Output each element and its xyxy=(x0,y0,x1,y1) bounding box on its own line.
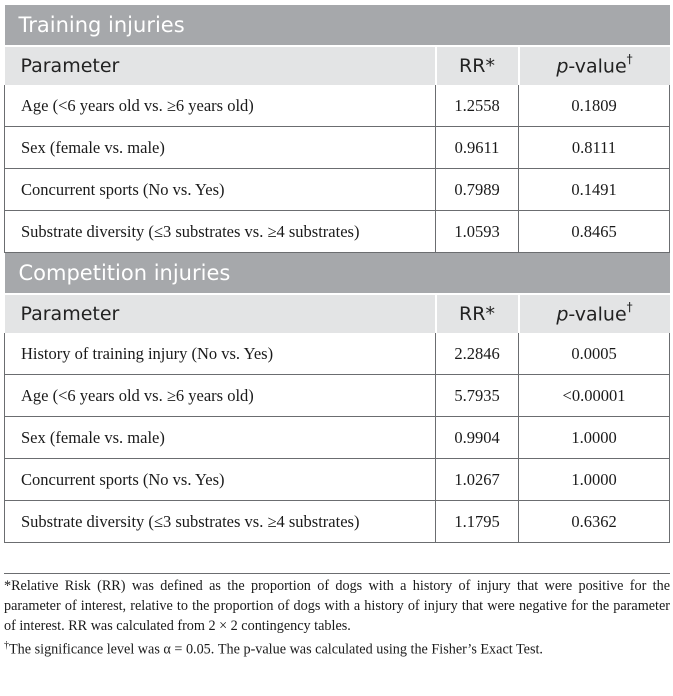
rr-cell: 1.2558 xyxy=(436,85,519,127)
footnote-significance-text: The significance level was α = 0.05. The p-value was calculated using the Fisher’s Exact Test. xyxy=(9,641,543,658)
table-row xyxy=(5,85,670,127)
parameter-cell: Concurrent sports (No vs. Yes) xyxy=(5,169,436,211)
p-value-cell: 0.8111 xyxy=(519,127,670,169)
rr-cell: 2.2846 xyxy=(436,333,519,375)
section-header-competition xyxy=(5,253,670,295)
p-suffix: -value xyxy=(568,303,627,326)
p-suffix: -value xyxy=(568,55,627,78)
rr-cell: 1.1795 xyxy=(436,501,519,543)
rr-cell: 1.0593 xyxy=(436,211,519,253)
column-header-p-value xyxy=(519,294,670,333)
column-header-p-value xyxy=(519,46,670,85)
dagger-mark: † xyxy=(626,300,633,315)
table-row xyxy=(5,375,670,417)
footnote-relative-risk: *Relative Risk (RR) was defined as the proportion of dogs with a history of injury that were positive for the parameter of interest, relative to the proportion of dogs with a history of injury that were negative for the parameter of interest. RR was calculated from 2 × 2 contingency tables. xyxy=(4,578,670,634)
rr-cell: 1.0267 xyxy=(436,459,519,501)
column-header-parameter: Parameter xyxy=(5,294,436,333)
rr-cell: 0.7989 xyxy=(436,169,519,211)
p-value-cell: 0.1809 xyxy=(519,85,670,127)
rr-cell: 5.7935 xyxy=(436,375,519,417)
table-row xyxy=(5,459,670,501)
p-value-cell: 0.0005 xyxy=(519,333,670,375)
p-value-cell: 0.1491 xyxy=(519,169,670,211)
column-header-row xyxy=(5,294,670,333)
table-row xyxy=(5,333,670,375)
parameter-cell: Concurrent sports (No vs. Yes) xyxy=(5,459,436,501)
section-header-training xyxy=(5,5,670,46)
section-title: Competition injuries xyxy=(5,253,670,295)
dagger-mark: † xyxy=(626,52,633,67)
parameter-cell: Substrate diversity (≤3 substrates vs. ≥4 substrates) xyxy=(5,501,436,543)
rr-cell: 0.9611 xyxy=(436,127,519,169)
table-row xyxy=(5,169,670,211)
dagger-mark: † xyxy=(4,640,9,651)
table-row xyxy=(5,417,670,459)
relative-risk-table xyxy=(4,5,670,543)
column-header-rr: RR* xyxy=(436,294,519,333)
parameter-cell: Age (<6 years old vs. ≥6 years old) xyxy=(5,375,436,417)
parameter-cell: Sex (female vs. male) xyxy=(5,127,436,169)
column-header-parameter: Parameter xyxy=(5,46,436,85)
rr-cell: 0.9904 xyxy=(436,417,519,459)
p-value-cell: 1.0000 xyxy=(519,459,670,501)
table-row xyxy=(5,501,670,543)
p-value-cell: 0.6362 xyxy=(519,501,670,543)
column-header-row xyxy=(5,46,670,85)
p-value-cell: 0.8465 xyxy=(519,211,670,253)
parameter-cell: History of training injury (No vs. Yes) xyxy=(5,333,436,375)
section-title: Training injuries xyxy=(5,5,670,46)
p-value-cell: <0.00001 xyxy=(519,375,670,417)
p-italic: p xyxy=(556,303,569,326)
p-italic: p xyxy=(556,55,569,78)
table-row xyxy=(5,127,670,169)
footnote-significance xyxy=(4,636,670,660)
table-row xyxy=(5,211,670,253)
column-header-rr: RR* xyxy=(436,46,519,85)
parameter-cell: Sex (female vs. male) xyxy=(5,417,436,459)
results-table-container xyxy=(4,5,669,543)
parameter-cell: Age (<6 years old vs. ≥6 years old) xyxy=(5,85,436,127)
parameter-cell: Substrate diversity (≤3 substrates vs. ≥4 substrates) xyxy=(5,211,436,253)
table-footnotes xyxy=(4,573,670,660)
p-value-cell: 1.0000 xyxy=(519,417,670,459)
